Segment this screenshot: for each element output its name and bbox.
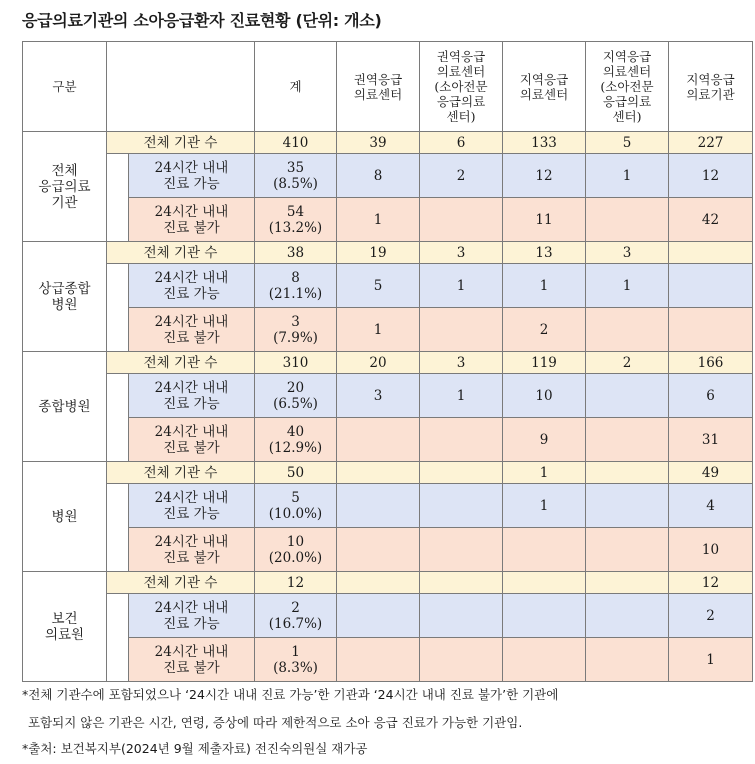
label-impossible: 24시간 내내 진료 불가 [129, 198, 255, 242]
cell-possible [420, 484, 503, 528]
table-title: 응급의료기관의 소아응급환자 진료현황 (단위: 개소) [22, 11, 382, 30]
total-impossible: 1 (8.3%) [255, 638, 337, 682]
label-all: 전체 기관 수 [107, 462, 255, 484]
label-impossible: 24시간 내내 진료 불가 [129, 308, 255, 352]
cell-impossible: 2 [503, 308, 586, 352]
cell-impossible [503, 528, 586, 572]
cell-possible [337, 484, 420, 528]
cell-possible: 1 [586, 264, 669, 308]
label-possible: 24시간 내내 진료 가능 [129, 374, 255, 418]
cell-all: 12 [669, 572, 753, 594]
cell-possible: 2 [669, 594, 753, 638]
row-possible [23, 484, 753, 528]
cell-possible: 5 [337, 264, 420, 308]
total-impossible: 3 (7.9%) [255, 308, 337, 352]
group-name: 병원 [23, 462, 107, 572]
header-col4: 지역응급 의료센터 (소아전문 응급의료 센터) [586, 42, 669, 132]
cell-impossible [420, 198, 503, 242]
cell-all [420, 462, 503, 484]
group-name: 보건 의료원 [23, 572, 107, 682]
group-name: 상급종합 병원 [23, 242, 107, 352]
label-impossible: 24시간 내내 진료 불가 [129, 528, 255, 572]
cell-all: 119 [503, 352, 586, 374]
cell-all: 410 [255, 132, 337, 154]
row-possible [23, 264, 753, 308]
label-all: 전체 기관 수 [107, 352, 255, 374]
label-possible: 24시간 내내 진료 가능 [129, 484, 255, 528]
header-col2: 권역응급 의료센터 (소아전문 응급의료 센터) [420, 42, 503, 132]
label-possible: 24시간 내내 진료 가능 [129, 594, 255, 638]
cell-impossible [669, 308, 753, 352]
cell-all: 1 [503, 462, 586, 484]
header-total: 계 [255, 42, 337, 132]
row-impossible [23, 638, 753, 682]
cell-possible: 1 [586, 154, 669, 198]
total-impossible: 40 (12.9%) [255, 418, 337, 462]
cell-all: 3 [420, 242, 503, 264]
pediatric-emergency-table [22, 41, 753, 682]
total-possible: 2 (16.7%) [255, 594, 337, 638]
cell-impossible [586, 418, 669, 462]
cell-impossible: 1 [337, 308, 420, 352]
label-all: 전체 기관 수 [107, 242, 255, 264]
cell-impossible [586, 528, 669, 572]
cell-impossible [337, 528, 420, 572]
cell-possible [669, 264, 753, 308]
cell-impossible [586, 638, 669, 682]
cell-all [586, 572, 669, 594]
row-all [23, 462, 753, 484]
cell-impossible [337, 638, 420, 682]
header-category: 구분 [23, 42, 107, 132]
cell-possible [586, 484, 669, 528]
cell-impossible: 11 [503, 198, 586, 242]
cell-all: 12 [255, 572, 337, 594]
cell-all [337, 462, 420, 484]
row-all [23, 242, 753, 264]
header-col5: 지역응급 의료기관 [669, 42, 753, 132]
cell-all: 20 [337, 352, 420, 374]
cell-all: 19 [337, 242, 420, 264]
row-impossible [23, 528, 753, 572]
table-body [23, 132, 753, 682]
label-all: 전체 기관 수 [107, 132, 255, 154]
cell-possible [586, 594, 669, 638]
header-col1: 권역응급 의료센터 [337, 42, 420, 132]
row-possible [23, 374, 753, 418]
cell-all: 13 [503, 242, 586, 264]
footnote-1: *전체 기관수에 포함되었으나 ‘24시간 내내 진료 가능’한 기관과 ‘24시간 내내 진료 불가’한 기관에 [22, 687, 559, 702]
cell-all: 49 [669, 462, 753, 484]
cell-impossible [337, 418, 420, 462]
cell-all: 2 [586, 352, 669, 374]
cell-possible: 3 [337, 374, 420, 418]
cell-all: 166 [669, 352, 753, 374]
row-all [23, 352, 753, 374]
label-impossible: 24시간 내내 진료 불가 [129, 638, 255, 682]
cell-impossible: 10 [669, 528, 753, 572]
spacer-cell [107, 374, 129, 462]
cell-impossible: 31 [669, 418, 753, 462]
spacer-cell [107, 594, 129, 682]
cell-impossible [586, 308, 669, 352]
cell-possible: 4 [669, 484, 753, 528]
cell-possible [337, 594, 420, 638]
cell-all: 3 [586, 242, 669, 264]
cell-all: 39 [337, 132, 420, 154]
cell-all [586, 462, 669, 484]
row-all [23, 572, 753, 594]
row-impossible [23, 418, 753, 462]
label-all: 전체 기관 수 [107, 572, 255, 594]
total-possible: 8 (21.1%) [255, 264, 337, 308]
row-all [23, 132, 753, 154]
group-name: 종합병원 [23, 352, 107, 462]
row-impossible [23, 198, 753, 242]
cell-impossible [503, 638, 586, 682]
cell-possible [420, 594, 503, 638]
total-possible: 35 (8.5%) [255, 154, 337, 198]
cell-impossible: 42 [669, 198, 753, 242]
header-col3: 지역응급 의료센터 [503, 42, 586, 132]
cell-impossible [586, 198, 669, 242]
cell-possible: 12 [503, 154, 586, 198]
cell-possible [503, 594, 586, 638]
spacer-cell [107, 484, 129, 572]
cell-all: 227 [669, 132, 753, 154]
group-name: 전체 응급의료 기관 [23, 132, 107, 242]
cell-possible: 1 [503, 484, 586, 528]
cell-possible: 1 [420, 264, 503, 308]
cell-possible: 8 [337, 154, 420, 198]
row-possible [23, 154, 753, 198]
cell-impossible [420, 418, 503, 462]
cell-possible: 1 [420, 374, 503, 418]
cell-all [337, 572, 420, 594]
cell-all [503, 572, 586, 594]
cell-all: 38 [255, 242, 337, 264]
cell-all: 310 [255, 352, 337, 374]
label-impossible: 24시간 내내 진료 불가 [129, 418, 255, 462]
cell-possible: 2 [420, 154, 503, 198]
cell-possible: 6 [669, 374, 753, 418]
total-possible: 20 (6.5%) [255, 374, 337, 418]
total-impossible: 10 (20.0%) [255, 528, 337, 572]
cell-all: 5 [586, 132, 669, 154]
cell-impossible [420, 528, 503, 572]
cell-impossible: 1 [669, 638, 753, 682]
cell-possible: 12 [669, 154, 753, 198]
footnote-source: *출처: 보건복지부(2024년 9월 제출자료) 전진숙의원실 재가공 [22, 741, 368, 756]
label-possible: 24시간 내내 진료 가능 [129, 154, 255, 198]
cell-possible: 1 [503, 264, 586, 308]
total-impossible: 54 (13.2%) [255, 198, 337, 242]
cell-impossible [420, 638, 503, 682]
total-possible: 5 (10.0%) [255, 484, 337, 528]
cell-all [669, 242, 753, 264]
cell-all: 3 [420, 352, 503, 374]
cell-all: 50 [255, 462, 337, 484]
cell-all [420, 572, 503, 594]
spacer-cell [107, 264, 129, 352]
header-row [23, 42, 753, 132]
label-possible: 24시간 내내 진료 가능 [129, 264, 255, 308]
cell-impossible: 1 [337, 198, 420, 242]
cell-all: 6 [420, 132, 503, 154]
spacer-cell [107, 154, 129, 242]
cell-possible: 10 [503, 374, 586, 418]
cell-all: 133 [503, 132, 586, 154]
cell-impossible: 9 [503, 418, 586, 462]
cell-possible [586, 374, 669, 418]
cell-impossible [420, 308, 503, 352]
footnote-2: 포함되지 않은 기관은 시간, 연령, 증상에 따라 제한적으로 소아 응급 진료가 가능한 기관임. [28, 715, 523, 730]
row-possible [23, 594, 753, 638]
row-impossible [23, 308, 753, 352]
header-blank [107, 42, 255, 132]
